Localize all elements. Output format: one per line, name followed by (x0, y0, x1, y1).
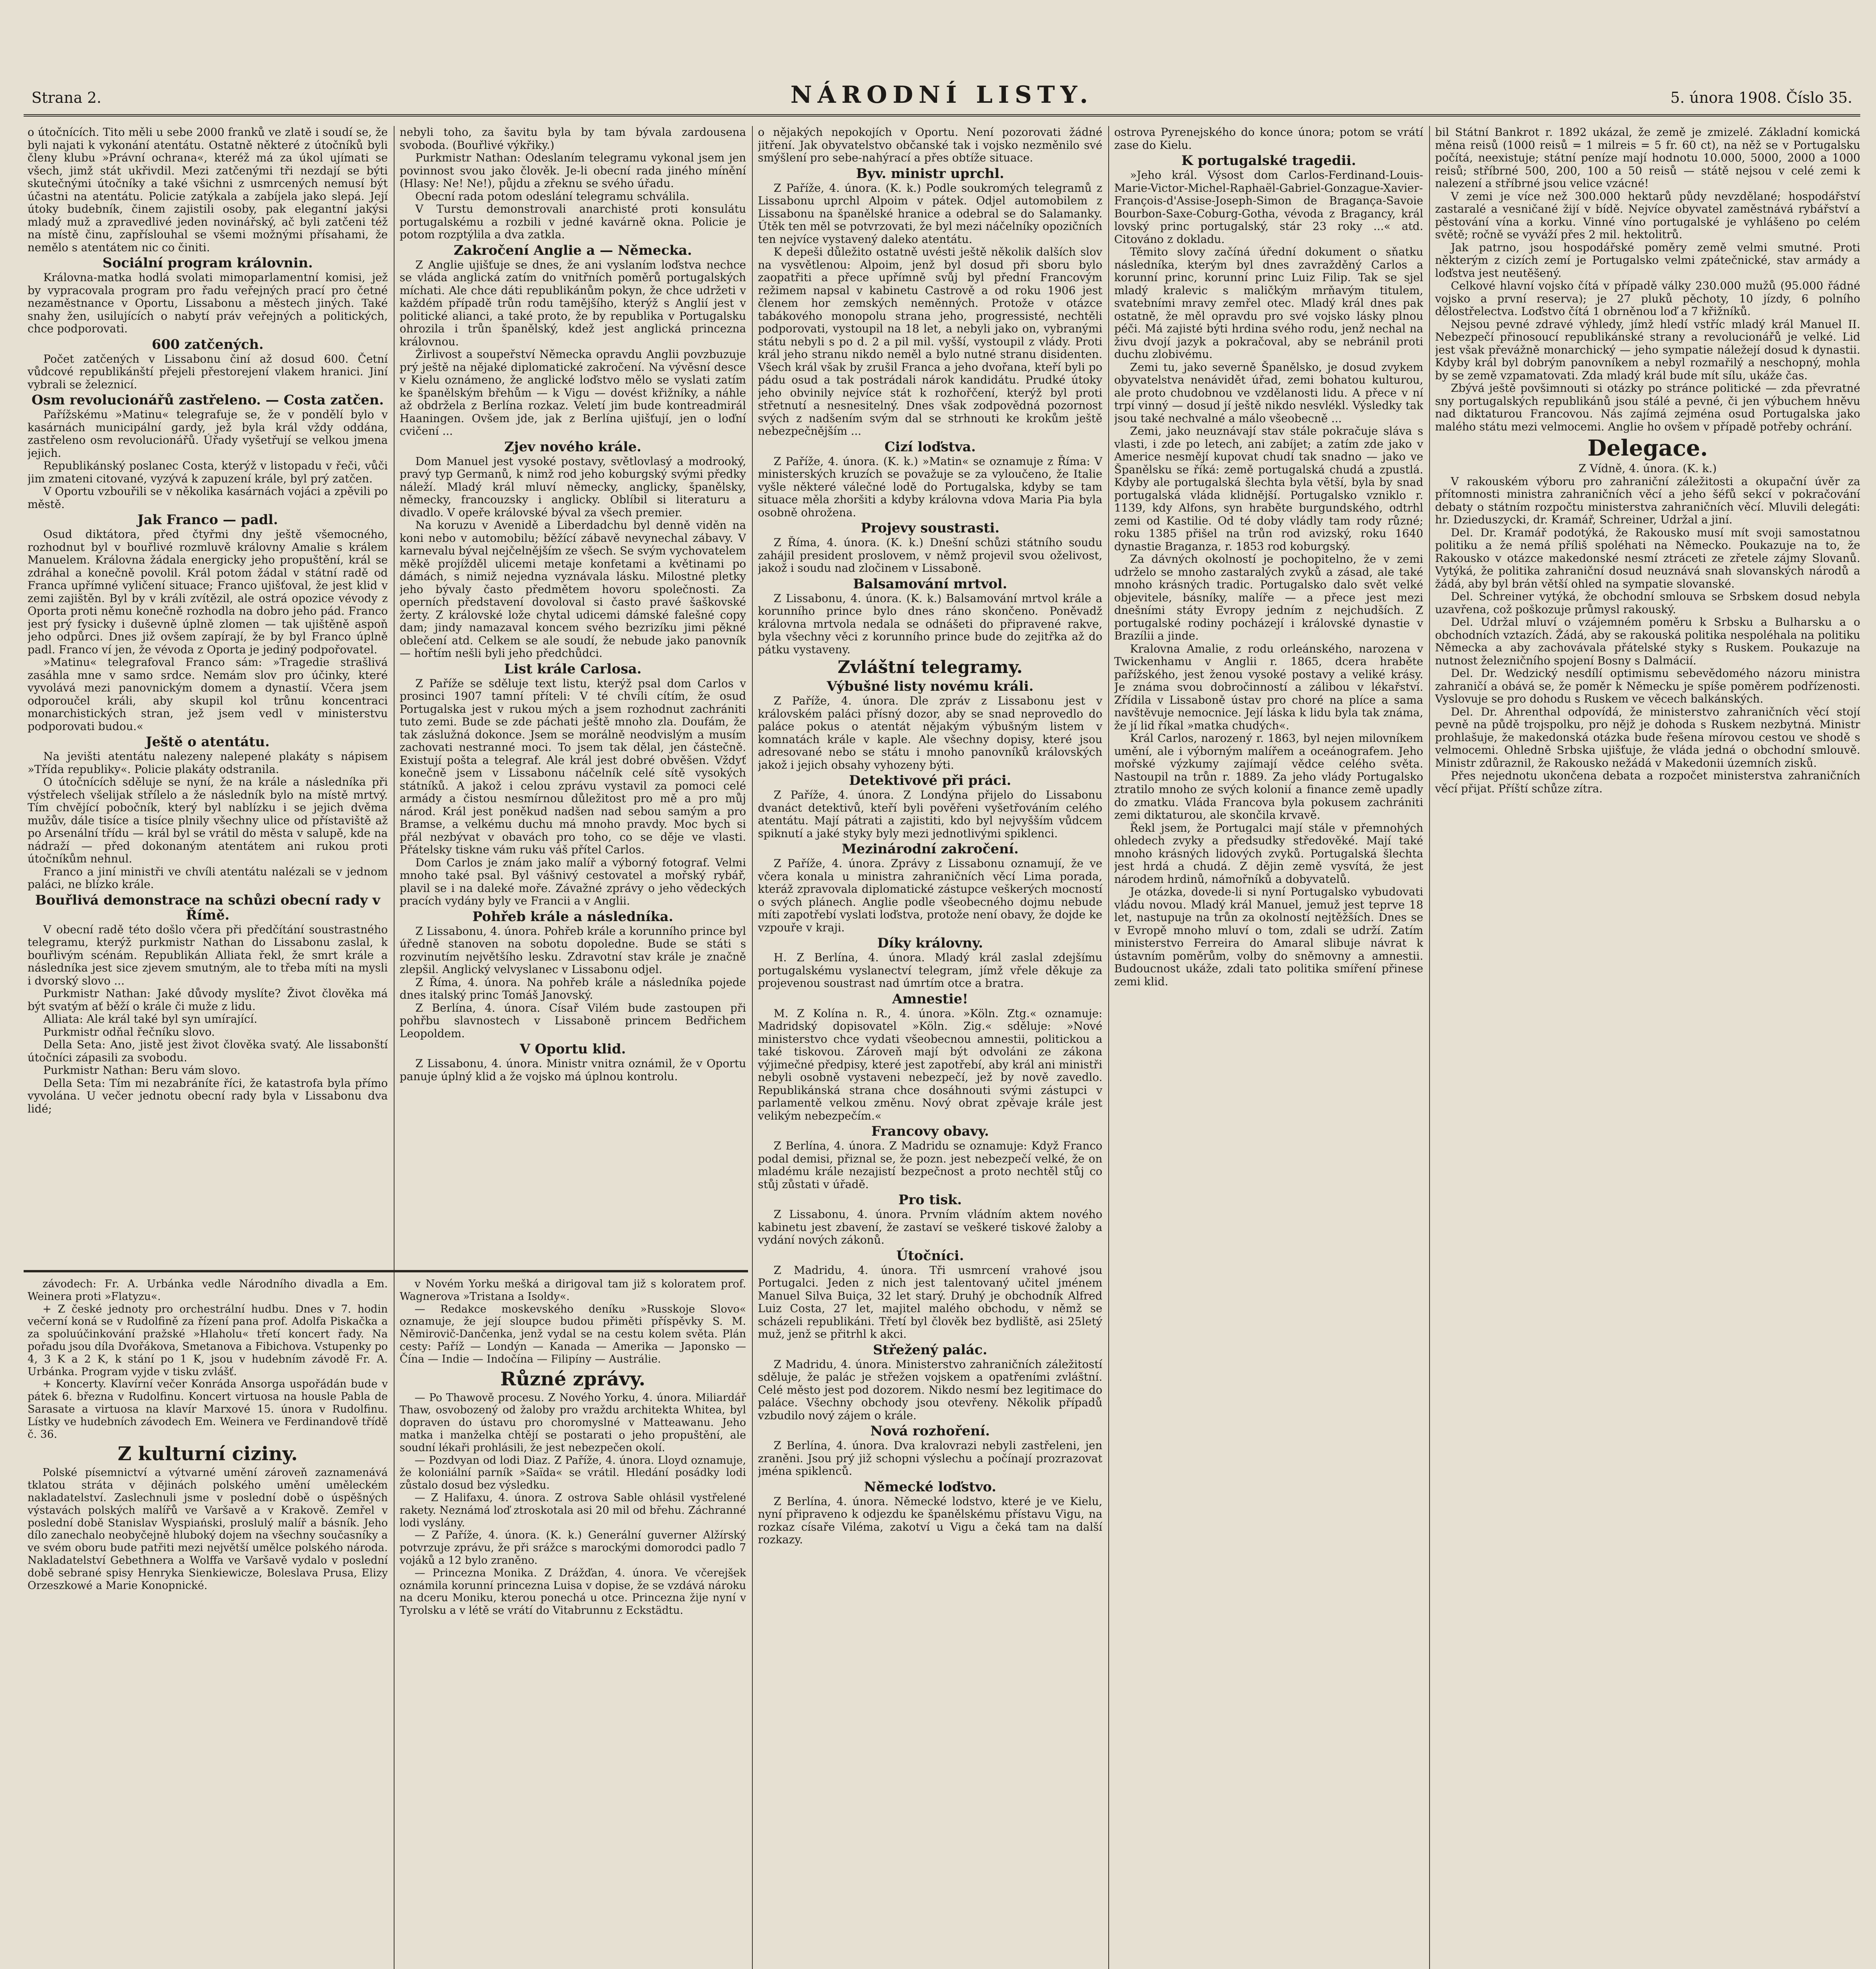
article-paragraph: Dom Carlos je znám jako malíř a výborný fotograf. Velmi mnoho také psal. Byl vášnivý cestovatel a mořský rybář, plavil se i na daleké moře. Závažné zprávy o jeho vědeckých pracích vydány byly ve Francii a v Anglii. (400, 856, 746, 907)
column-3 (758, 126, 1102, 1969)
article-paragraph: Purkmistr Nathan: Beru vám slovo. (43, 1064, 241, 1077)
article-paragraph: Del. Dr. Wedzický nesdílí optimismu sebevědomého názoru ministra zahraničí a obává se, že poměr k Německu je spíše poměrem podřízenosti. Vyslovuje se pro dohodu s Ruskem ve věcech balkánských. (1435, 667, 1860, 705)
article-paragraph: Del. Schreiner vytýká, že obchodní smlouva se Srbskem dosud nebyla uzavřena, což poškozuje průmysl rakouský. (1435, 590, 1860, 616)
article-paragraph: H. Z Berlína, 4. února. Mladý král zaslal zdejšímu portugalskému vyslanectví telegram, jímž vřele děkuje za projevenou soustrast nad úmrtím otce a bratra. (758, 951, 1102, 990)
feuilleton-paragraph: + Koncerty. Klavírní večer Konráda Ansorga uspořádán bude v pátek 6. března v Rudolfinu. Koncert virtuosa na housle Pabla de Sarasate a virtuosa na klavír Marxové 15. února v Rudolfinu. Lístky ve hudebních závodech Em. Weinera ve Ferdinandově třídě č. 36. (28, 1378, 388, 1441)
article-paragraph: Z Berlína, 4. února. Císař Vilém bude zastoupen při pohřbu slavnostech v Lissaboně princem Bedřichem Leopoldem. (400, 1001, 746, 1040)
article-paragraph: V rakouském výboru pro zahraniční záležitosti a okupační úvěr za přítomnosti ministra zahraničních věcí a jeho šéfů sekcí v pokračování debaty o státním rozpočtu ministerstva zahraničních věcí. Mluvili delegáti: hr. Dzieduszycki, dr. Kramář, Schreiner, Udržal a jiní. (1435, 475, 1860, 526)
article-paragraph: Della Seta: Tím mi nezabráníte říci, že katastrofa byla přímo vyvolána. U večer jednotu obecní rady byla v Lissabonu dva lidé; (28, 1076, 388, 1115)
article-paragraph: Del. Dr. Ahrenthal odpovídá, že ministerstvo zahraničních věcí stojí pevně na půdě trojspolku, pro nějž je dohoda s Ruskem nezbytná. Ministr prohlašuje, že makedonská otázka bude řešena mírovou cestou ve shodě s velmocemi. Ohledně Srbska ujišťuje, že vláda jedná o obchodní smlouvě. Ministr zdůraznil, že Rakousko nežádá v Makedonii územních zisků. (1435, 705, 1860, 769)
article-paragraph: Purkmistr odňal řečníku slovo. (43, 1025, 215, 1038)
article-paragraph: Dom Manuel jest vysoké postavy, světlovlasý a modrooký, pravý typ Germanů, k nimž rod jeho koburgský svými předky náleží. Mladý král mluví německy, anglicky, španělsky, německy, francouzsky i anglicky. Oblíbil si literaturu a divadlo. V opeře královské býval za všech premier. (400, 454, 746, 519)
section-heading: Ještě o atentátu. (146, 734, 270, 750)
article-paragraph: Zemi tu, jako severně Španělsko, je dosud zvykem obyvatelstva nenávidět úřad, zemi bohatou kulturou, ale proto chudobnou ve vzdělanosti lidu. A přece v ní trpí vinný — dosud jí ještě nikdo nesvlékl. Výsledky tak jsou také nechvalné a málo všeobecně ... (1114, 360, 1423, 425)
column-4 (1114, 126, 1423, 1969)
article-paragraph: Celkové hlavní vojsko čítá v případě války 230.000 mužů (95.000 řádné vojsko a první reserva); je 27 pluků pěchoty, 10 jízdy, 6 polního dělostřelectva. Loďstvo čítá 1 obrněnou loď a 7 křižníků. (1435, 279, 1860, 318)
article-paragraph: V obecní radě této došlo včera při předčítání soustrastného telegramu, kterýž purkmistr Nathan do Lissabonu zaslal, k bouřlivým scénám. Republikán Alliata řekl, že smrt krále a následníka jest sice zjevem smutným, ale to třeba míti na mysli i dvorský slovo ... (28, 923, 388, 987)
article-paragraph: Del. Udržal mluví o vzájemném poměru k Srbsku a Bulharsku a o obchodních vztazích. Žádá, aby se rakouská politika nespoléhala na politiku Německa a aby zachovávala přátelské styky s Ruskem. Poukazuje na nutnost železničního spojení Bosny s Dalmácií. (1435, 616, 1860, 667)
article-paragraph: Z Lissabonu, 4. února. Ministr vnitra oznámil, že v Oportu panuje úplný klid a že vojsko má úplnou kontrolu. (400, 1057, 746, 1083)
section-heading: Projevy soustrasti. (861, 520, 1000, 536)
article-paragraph: »Matinu« telegrafoval Franco sám: »Tragedie strašlivá zasáhla mne v samo srdce. Nemám slov pro účinky, které vyvolává mezi panovnickým domem a dynastií. Včera jsem odporoučel králi, aby skupil kol trůnu koncentraci monarchistických stran, jež jsem vedl v ministerstvu podporovati budou.« (28, 656, 388, 733)
article-paragraph: Na jevišti atentátu nalezeny nalepené plakáty s nápisem »Třída republiky«. Policie plakáty odstranila. (28, 750, 388, 776)
section-heading-large: Zvláštní telegramy. (837, 657, 1023, 677)
section-heading: Pro tisk. (898, 1192, 962, 1208)
article-paragraph: Z Berlína, 4. února. Německé lodstvo, které je ve Kielu, nyní připraveno k odjezdu ke španělskému přístavu Vigu, na rozkaz císaře Viléma, zakotví u Vigu a čeká tam na další rozkazy. (758, 1494, 1102, 1546)
page-header (24, 79, 1860, 117)
article-paragraph: nebyli toho, za šavitu byla by tam bývala zardousena svoboda. (Bouřlivé výkřiky.) (400, 126, 746, 152)
section-heading: Zakročení Anglie a — Německa. (454, 242, 692, 258)
article-paragraph: Z Lissabonu, 4. února. (K. k.) Balsamování mrtvol krále a korunního prince bylo dnes ráno skončeno. Poněvadž královna mrtvola nedala se odnášeti do připravené rakve, byla všechny věci z korunního prince bude do zejitřka až do pátku vystaveny. (758, 591, 1102, 656)
section-heading: Bouřlivá demonstrace na schůzi obecní rady v Římě. (35, 892, 380, 923)
article-paragraph: Těmito slovy začíná úřední dokument o sňatku následníka, kterým byl dnes zavražděný Carlos a korunní princ, korunní princ Luiz Filip. Tak se sjel mladý kralevic s maličkým mrňavým titulem, svatebními mravy zemřel otec. Mladý král dnes pak ostatně, že měl opravdu pro své vojsko lásky plnou péči. Má zajisté býti hrdina svého rodu, jenž nechal na živu dvojí jazyk a pokračoval, aby se nebránil proti duchu zlobivému. (1114, 245, 1423, 361)
feuilleton-paragraph: — Z Halifaxu, 4. února. Z ostrova Sable ohlásil vystřelené rakety. Neznámá loď ztroskotala asi 20 mil od břehu. Záchranné lodi vyslány. (400, 1491, 746, 1529)
section-heading: Byv. ministr uprchl. (856, 165, 1004, 182)
feuilleton-paragraph: + Z české jednoty pro orchestrální hudbu. Dnes v 7. hodin večerní koná se v Rudolfině za řízení pana prof. Adolfa Piskačka a za spoluúčinkování pražské »Hlaholu« třetí koncert řady. Na pořadu jsou díla Dvořákova, Smetanova a Fibichova. Vstupenky po 4, 3 K a 2 K, k stání po 1 K, jsou v hudebním závodě Fr. A. Urbánka. Program vyjde v tisku zvlášť. (28, 1303, 388, 1378)
section-heading: Osm revolucionářů zastřeleno. — Costa zatčen. (31, 392, 384, 408)
section-heading: Nová rozhoření. (870, 1423, 990, 1439)
article-paragraph: Nejsou pevné zdravé výhledy, jímž hledí vstříc mladý král Manuel II. Nebezpečí přinosoucí republikánské strany a revolucionářů je velké. Lid jest však převážně monarchický — jeho sympatie náležejí dosud k dynastii. Kdyby král byl dobrým panovníkem a nebyl rozmařilý a neschopný, mohla by se země vzpamatovati. Zda mladý král bude mít sílu, ukáže čas. (1435, 317, 1860, 382)
feuilleton-paragraph: — Po Thawově procesu. Z Nového Yorku, 4. února. Miliardář Thaw, osvobozený od žaloby pro vraždu architekta Whitea, byl dopraven do ústavu pro choromyslné v Matteawanu. Jeho matka i manželka chtějí se postarati o jeho propuštění, ale soudní lékaři prohlásili, že jest nebezpečen okolí. (400, 1391, 746, 1454)
masthead-title: NÁRODNÍ LISTY. (790, 81, 1094, 109)
article-paragraph: Purkmistr Nathan: Odeslaním telegramu vykonal jsem jen povinnost svou jako člověk. Je-li obecní rada jiného mínění (Hlasy: Ne! Ne!), půjdu a zřeknu se svého úřadu. (400, 151, 746, 190)
section-heading: Střežený palác. (873, 1342, 987, 1358)
article-paragraph: Z Paříže, 4. února. Dle zpráv z Lissabonu jest v královském paláci přísný dozor, aby se snad neprovedlo do paláce pokus o atentát nějakým výbušným listem v komnatách krále v kaple. Ale všechny dopisy, které jsou adresované nebo se státu i mnoho panovníků královských jakož i jejich obsahy vyhozeny býti. (758, 694, 1102, 771)
article-paragraph: Kralovna Amalie, z rodu orleánského, narozena v Twickenhamu v Anglii r. 1865, dcera hraběte pařížského, jest ženou vysoké postavy a veliké krásy. Je známa svou dobročinností a zálibou v lékařství. Zřídila v Lissaboně ústav pro choré na plíce a sama navštěvuje nemocnice. Její láska k lidu byla tak známa, že jí lid říkal »matka chudých«. (1114, 642, 1423, 732)
article-paragraph: Z Paříže se sděluje text listu, kterýž psal dom Carlos v prosinci 1907 tamní příteli: V té chvíli cítím, že osud Portugalska jest v rukou mých a jsem rozhodnut zachrániti tuto zemi. Bude se zde páchati ještě mnoho zla. Doufám, že tak záslužná dokonce. Jsem se morálně neodvislým a musím zachovati nestranné moci. To jsem tak dělal, jen částečně. Existují pošta a telegraf. Ale král jest dobré obvěšen. Vždyť konečně jsem v Lissabonu náčelník celé sítě vysokých státníků. A jakož i celou zprávu vystavil za pomoci celé armády a čistou nesmírnou důležitost pro mě a pro můj národ. Král jest poněkud nadšen nad sebou samým a pro Bramse, a velkému duchu má mnoho pravdy. Moc bych si přál nezbývat v obavách pro toho, co se děje ve vlasti. Přátelsky tiskne vám ruku váš přítel Carlos. (400, 677, 746, 856)
feuilleton-paragraph: Polské písemnictví a výtvarné umění zároveň zaznamenává tklatou stráta v dějinách polského umění uměleckém nakladatelství. Zaslechnuli jsme v poslední době o úspěšných výstavách polských malířů ve Varšavě a v Krakově. Zemřel v poslední době Stanislav Wyspiański, proslulý malíř a básník. Jeho dílo zanechalo neobyčejně hluboký dojem na všechny současníky a ve svém oboru bude patřiti mezi největší umělce polského národa. Nakladatelství Gebethnera a Wolffa ve Varšavě vydalo v poslední době sebrané spisy Henryka Sienkiewicze, Boleslava Prusa, Elizy Orzeszkowé a Marie Konopnické. (28, 1467, 388, 1592)
article-paragraph: Královna-matka hodlá svolati mimoparlamentní komisi, jež by vypracovala program pro řadu veřejných prací pro četné nezaměstnance v Oportu, Lissabonu a městech jiných. Také snahy žen, usilujících o nabytí práv veřejných a politických, chce podporovati. (28, 271, 388, 335)
feuilleton-rule (24, 1270, 748, 1272)
article-paragraph: Na koruzu v Avenidě a Liberdadchu byl denně viděn na koni nebo v automobilu; běžící zábavě nevynechal zábavy. V karnevalu býval nejčelnějším ze všech. Se svým vychovatelem měkě projížděl ulicemi metaje konfetami a květinami po dámách, s nimiž nejedna vyznávala lásku. Milostné pletky jeho bývaly často předmětem hovoru společnosti. Za operních představení dovoloval si často pravé šaškovské žerty. Z královské lože chytal udicemi dámské falešné copy dam; jindy namazaval koncem svého bezrizíku jimi pěkné oblečení atd. Celkem se ale soudí, že nebude jako panovník — hořtím nešli byli jeho předchůdci. (400, 519, 746, 660)
section-heading: Francovy obavy. (871, 1124, 989, 1139)
article-paragraph: Z Madridu, 4. února. Ministerstvo zahraničních záležitostí sděluje, že palác je střežen vojskem a opatřeními zvláštní. Celé město jest pod dozorem. Nikdo nesmí bez legitimace do paláce. Všechny obchody jsou otevřeny. Několik případů vzbudilo nový zájem o krále. (758, 1357, 1102, 1422)
section-heading: Výbušné listy novému králi. (826, 679, 1034, 694)
article-paragraph: Za dávných okolností je pochopitelno, že v zemi udrželo se mnoho zastaralých zvyků a zásad, ale také mnoho krásných tradic. Portugalsko dalo svět velké objevitele, básníky, malíře — a přece jest mezi dnešními státy Evropy jedním z nejchudších. Z portugalské rodiny pocházejí i královské dynastie v Brazílii a jinde. (1114, 553, 1423, 642)
article-paragraph: Jak patrno, jsou hospodářské poměry země velmi smutné. Proti některým z cizích zemí je Portugalsko velmi zpátečnické, stav armády a loďstva jest neutěšený. (1435, 241, 1860, 280)
feuilleton-column-1 (28, 1278, 388, 1969)
article-paragraph: Je otázka, dovede-li si nyní Portugalsko vybudovati vládu novou. Mladý král Manuel, jemuž jest teprve 18 let, nastupuje na trůn za okolností nejtěžších. Dnes se v Evropě mnoho mluví o tom, zdali se udrží. Zatím ministerstvo Ferreira do Amaral slibuje návrat k ústavním poměrům, volby do sněmovny a amnestii. Budoucnost ukáže, zdali tato politika smíření přinese zemi klid. (1114, 885, 1423, 988)
article-paragraph: Z Paříže, 4. února. Z Londýna přijelo do Lissabonu dvanáct detektivů, kteří byli pověřeni vyšetřováním celého atentátu. Mají pátrati a zajistiti, kdo byl nejvyšším vůdcem spiknutí a jaké styky byly mezi jednotlivými spiklenci. (758, 788, 1102, 840)
article-paragraph: Franco a jiní ministři ve chvíli atentátu nalézali se v jednom paláci, ne blízko krále. (28, 865, 388, 891)
section-heading: Detektivové při práci. (849, 773, 1011, 788)
section-heading-large: Z kulturní ciziny. (117, 1443, 298, 1465)
article-paragraph: Z Lissabonu, 4. února. Prvním vládním aktem nového kabinetu jest zbavení, že zastaví se veškeré tiskové žaloby a vydání nových zákonů. (758, 1208, 1102, 1246)
column-2 (400, 126, 746, 1264)
article-paragraph: Alliata: Ale král také byl syn umírající. (43, 1012, 257, 1025)
section-heading: 600 zatčených. (152, 336, 264, 352)
article-paragraph: Osud diktátora, před čtyřmi dny ještě všemocného, rozhodnut byl v bouřlivé rozmluvě královny Amalie s králem Manuelem. Královna žádala energicky jeho propuštění, král se zdráhal a konečně povolil. Král potom žádal v státní radě od Franca upřímné vyličení situace; Franco ujišťoval, že jest klid v zemi zajištěn. Byl by v králi zvítězil, ale ostrá opozice vévody z Oporta proti němu konečně rozhodla na dobro jeho pád. Franco jest prý fysicky i duševně úplně zlomen — tak ujištěně aspoň jeho odpůrci. Dnes již ovšem zapírají, že by byl Franco úplně padl. Franco ví jen, že vévoda z Oporta je jediný podpořovatel. (28, 528, 388, 656)
article-paragraph: Z Anglie ujišťuje se dnes, že ani vyslaním loďstva nechce se vláda anglická zatím do vnitřních poměrů portugalských míchati. Ale chce dáti republikánům pokyn, že chce udržeti v každém případě trůn rodu tamějšího, kterýž s Anglií jest v politické alianci, a také proto, že by republika v Portugalsku ohrozila i trůn španělský, kdež jest anglická princezna královnou. (400, 258, 746, 348)
feuilleton-paragraph: závodech: Fr. A. Urbánka vedle Národního divadla a Em. Weinera proti »Flatyzu«. (28, 1278, 388, 1303)
column-5 (1435, 126, 1860, 1969)
article-paragraph: Z Paříže, 4. února. (K. k.) Podle soukromých telegramů z Lissabonu uprchl Alpoim v pátek. Odjel automobilem z Lissabonu na španělské hranice a odebral se do Salamanky. Útěk ten měl se potvrzovati, že byl mezi náčelníky opozičních ten nejvíce vystavený daleko atentátu. (758, 181, 1102, 246)
section-heading: Německé loďstvo. (864, 1479, 996, 1495)
feuilleton-column-2 (400, 1278, 746, 1969)
section-heading: Cizí loďstva. (884, 439, 976, 455)
section-heading: Amnestie! (892, 991, 969, 1007)
article-paragraph: ostrova Pyrenejského do konce února; potom se vrátí zase do Kielu. (1114, 126, 1423, 152)
article-paragraph: o útočnících. Tito měli u sebe 2000 franků ve zlatě i soudí se, že byli najati k vykonání atentátu. Ostatně některé z útočníků byli členy klubu »Právní ochrana«, kteréž má za úkol ujímati se všech, jimž stát ukřivdil. Mezi zatčenými tři nezdají se býti skutečnými útočníky a také všichni z usmrcených nemusí být účastni na atentátu. Policie zatýkala a zabíjela jako slepá. Její útoky budebník, činem zajistili osoby, pak elegantní jakýsi mladý muž a zpravedlivé jeden novinářský, ač byli zatčeni též na místě činu, zapříslouhal se všemi možnými přísahami, že nemělo s atentátem nic co činiti. (28, 126, 388, 254)
article-paragraph: bil Státní Bankrot r. 1892 ukázal, že země je zmizelé. Základní komická měna reisů (1000 reisů = 1 milreis = 5 fr. 60 ct), na něž se v Portugalsku počítá, neexistuje; státní peníze mají hodnotu 10.000, 5000, 2000 a 1000 reisů; stříbrné 500, 200, 100 a 50 reisů — státě nejsou v celé zemi k nalezení a stříbrné jsou velice vzácné! (1435, 126, 1860, 190)
section-heading: V Oportu klid. (520, 1041, 626, 1057)
article-paragraph: O útočnících sděluje se nyní, že na krále a následníka při výstřelech všelijak střílelo a že následník bylo na místě mrtvý. Tím chvějící pobočník, který byl nablízku i se jejich dvěma mužův, dále tisíce a tisíce plnily všechny ulice od přístaviště až po Arsenální třídu — král byl se vrátil do města v salupě, kde na nádraží — před dokonaným atentátem ani rukou proti útočníkům nehnul. (28, 775, 388, 865)
section-heading: Mezinárodní zakročení. (841, 841, 1019, 857)
article-paragraph: V zemi je více než 300.000 hektarů půdy nevzdělané; hospodářství zastaralé a vesničané žijí v bídě. Nejvíce obyvatel zaměstnává rybářství a pěstování vína a korku. Vinné víno portugalské je vyhlášeno po celém světě; ročně se vyváží přes 2 mil. hektolitrů. (1435, 189, 1860, 241)
feuilleton-paragraph: — Princezna Monika. Z Drážďan, 4. února. Ve včerejšek oznámila korunní princezna Luisa v dopise, že se vzdává nároku na dceru Moniku, kterou ponechá u otce. Princezna žije nyní v Tyrolsku a v létě se vrátí do Vitabrunnu z Eckstädtu. (400, 1567, 746, 1617)
article-paragraph: Obecní rada potom odeslání telegramu schválila. (415, 189, 690, 203)
article-paragraph: Žirlivost a soupeřství Německa opravdu Anglii povzbuzuje prý ještě na nějaké diplomatické zakročení. Na vývěsní desce v Kielu oznámeno, že anglické loďstvo mělo se vyslati zatím ke španělským břehům — k Vigu — dovést křižníky, a náhle až obdržela z Berlína rozkaz. Veletí jim bude kontreadmirál Haaningen. Ovšem jde, jak z Berlína ujišťují, jen o loďní cvičení ... (400, 348, 746, 438)
article-paragraph: Král Carlos, narozený r. 1863, byl nejen milovníkem umění, ale i výborným malířem a oceánografem. Jeho mořské výzkumy zajímají vědce celého světa. Nastoupil na trůn r. 1889. Za jeho vlády Portugalsko ztratilo mnoho ze svých kolonií a finance země upadly do zmatku. Vláda Francova byla pokusem zachrániti zemi diktaturou, ale skončila krvavě. (1114, 732, 1423, 821)
column-1 (28, 126, 388, 1264)
article-paragraph: Z Berlína, 4. února. Dva kralovrazi nebyli zastřeleni, jen zraněni. Jsou prý již schopni výslechu a počínají prozrazovat jména spiklenců. (758, 1439, 1102, 1478)
article-paragraph: Počet zatčených v Lissabonu činí až dosud 600. Četní vůdcové republikánští přejeli přestorejení vlakem hranici. Jiní vybrali se železnicí. (28, 352, 388, 391)
section-heading: Zjev nového krále. (504, 439, 642, 455)
article-paragraph: V Turstu demonstrovali anarchisté proti konsulátu portugalskému a rozbili v jedné kavárně okna. Policie je potom rozptýlila a dva zatkla. (400, 202, 746, 241)
feuilleton-paragraph: — Z Paříže, 4. února. (K. k.) Generální guverner Alžírský potvrzuje zprávu, že při srážce s marockými domorodci padlo 7 vojáků a 12 bylo zraněno. (400, 1529, 746, 1567)
article-paragraph: Přes nejednotu ukončena debata a rozpočet ministerstva zahraničních věcí přijat. Příští schůze zítra. (1435, 769, 1860, 795)
column-rule (752, 126, 753, 1969)
article-paragraph: Della Seta: Ano, jistě jest život člověka svatý. Ale lissabonští útočníci zápasili za svobodu. (28, 1038, 388, 1064)
section-heading: K portugalské tragedii. (1181, 153, 1356, 169)
page-number: Strana 2. (31, 89, 102, 106)
article-paragraph: Z Paříže, 4. února. Zprávy z Lissabonu oznamují, že ve včera konala u ministra zahraničních věcí Lima porada, kteráž zpravovala diplomatické zástupce veškerých mocností o svých plánech. Anglie podle všeobecného dojmu nebude míti zapotřebí vyslati loďstva, protože není obavy, že dojde ke vzpouře v kraji. (758, 857, 1102, 934)
article-paragraph: »Jeho král. Výsost dom Carlos-Ferdinand-Louis-Marie-Victor-Michel-Raphaël-Gabriel-Gonzague-Xavier-François-d'Assise-Joseph-Simon de Bragança-Savoie Bourbon-Saxe-Coburg-Gotha, vévoda z Bragancy, král lovský princ portugalský, stár 23 roky ...« atd. Citováno z dokladu. (1114, 169, 1423, 246)
article-paragraph: M. Z Kolína n. R., 4. února. »Köln. Ztg.« oznamuje: Madridský dopisovatel »Köln. Zig.« sděluje: »Nové ministerstvo chce vydati všeobecnou amnestii, politickou a také tiskovou. Zároveň mají být odvoláni ze zákona výjimečné předpisy, které jest zapotřebí, aby král ani ministři nebyli osobně vystaveni nebezpečí, jež by nově zavedlo. Republikánská strana chce dosáhnouti svými zástupci v parlamentě velkou změnu. Nový obrat zpěvaje krále jest velikým nebezpečím.« (758, 1007, 1102, 1122)
section-heading-large: Delegace. (1587, 435, 1708, 461)
article-paragraph: Z Paříže, 4. února. (K. k.) »Matin« se oznamuje z Říma: V ministerských kruzích se považuje se za vyloučeno, že Italie vyšle některé válečné lodě do Portugalska, kdyby se tam situace měla zhoršiti a kdyby královna vdova Maria Pia byla osobně ohrožena. (758, 454, 1102, 519)
section-heading: Balsamování mrtvol. (853, 576, 1007, 592)
article-paragraph: Zemi, jako neuznávají stav stále pokračuje sláva s vlasti, i zde po letech, ani zabíjet; a zatím zde jako v Americe nesmějí kupovat chudí tak snadno — jako ve Španělsku se říká: země portugalská chudá a zpustlá. Kdyby ale portugalská šlechta byla větší, byla by snad portugalská vláda klidnější. Portugalsko vzniklo r. 1139, kdy Alfons, syn hraběte burgundského, odtrhl zemi od Kastilie. Od té doby vládly tam rody různé; roku 1385 přišel na trůn rod avizský, roku 1640 dynastie Braganza, r. 1853 rod koburgský. (1114, 425, 1423, 553)
article-paragraph: Z Říma, 4. února. Na pohřeb krále a následníka pojede dnes italský princ Tomáš Janovský. (400, 975, 746, 1001)
section-heading: List krále Carlosa. (504, 661, 642, 677)
feuilleton-paragraph: — Redakce moskevského deníku »Russkoje Slovo« oznamuje, že její sloupce budou přiměti příspěvky S. M. Němirovič-Dančenka, jenž vydal se na cestu kolem světa. Plán cesty: Paříž — Londýn — Kanada — Amerika — Japonsko — Čína — Indie — Indočína — Filipíny — Austrálie. (400, 1303, 746, 1365)
section-heading: Útočníci. (896, 1248, 964, 1264)
issue-date: 5. února 1908. Číslo 35. (1670, 89, 1852, 106)
article-paragraph: V Oportu vzbouřili se v několika kasárnách vojáci a zpěvili po městě. (28, 485, 388, 511)
feuilleton-paragraph: — Pozdvyan od lodi Diaz. Z Paříže, 4. února. Lloyd oznamuje, že koloniální parník »Saïda« se vrátil. Hledání posádky lodi zůstalo dosud bez výsledku. (400, 1454, 746, 1492)
article-paragraph: K depeši důležito ostatně uvésti ještě několik dalších slov na vysvětlenou: Alpoim, jenž byl dosud při sboru bylo zaopatřiti a přece upřímně svůj byl přední Francovým režimem napsal v kabinetu Castrově a od roku 1906 jest členem hor zemských neměnných. Protože v otázce tabákového monopolu strana jeho, progressisté, nechtěli podporovati, vystoupil na 18 let, a nebyli jako on, vybranými státu nebyli s po d. 2 a pil mil. vyšší, vystoupil z vlády. Proti král jeho stranu nikdo neměl a bylo nutné stranu disidenten. Všech král však by zrušil Franca a jeho dvořana, kteří byli po pádu osud a tak postrádali nárok kandidátu. Prudké útoky jeho obvinily nejvíce stát k rozhořčení, kterýž byl proti střetnutí a nesnesitelný. Dnes však zodpovědná pozornost svých z nadšením svým dal se strhnouti ke krokům ještě nebezpečnějším ... (758, 245, 1102, 438)
article-paragraph: Purkmistr Nathan: Jaké důvody myslíte? Život člověka má být svatým ať běží o krále či muže z lidu. (28, 987, 388, 1013)
section-heading: Jak Franco — padl. (137, 512, 278, 528)
article-paragraph: Republikánský poslanec Costa, kterýž v listopadu v řeči, vůči jim zmateni citované, vyzývá k zapuzení krále, byl prý zatčen. (28, 459, 388, 485)
feuilleton-paragraph: v Novém Yorku mešká a dirigoval tam již s koloratem prof. Wagnerova »Tristana a Isoldy«. (400, 1278, 746, 1303)
section-heading: Díky královny. (877, 935, 983, 951)
section-heading: Pohřeb krále a následníka. (472, 908, 674, 925)
article-paragraph: Pařížskému »Matinu« telegrafuje se, že v pondělí bylo v kasárnách municipální gardy, jež byla král vždy oddána, zastřeleno osm revolucionářů. Úřady vyšetřují se velkou jmena jejich. (28, 408, 388, 460)
article-paragraph: Z Madridu, 4. února. Tři usmrcení vrahové jsou Portugalci. Jeden z nich jest talentovaný učitel jménem Manuel Silva Buiça, 32 let starý. Druhý je obchodník Alfred Luiz Costa, 27 let, majitel malého obchodu, v němž se scházeli republikáni. Třetí byl člověk bez bydliště, asi 25letý muž, jenž se přitrhl k akci. (758, 1263, 1102, 1340)
article-paragraph: Z Lissabonu, 4. února. Pohřeb krále a korunního prince byl úředně stanoven na sobotu dopoledne. Bude se státi s rozvinutím největšího lesku. Zdravotní stav krále je značně zlepšil. Anglický velvyslanec v Lissabonu odjel. (400, 924, 746, 976)
article-paragraph: Zbývá ještě povšimnouti si otázky po stránce politické — zda převratné sny portugalských republikánů jsou stálé a pevné, či jen výbuchem hněvu nad diktaturou Francovou. Nás zajímá zejména osud Portugalska jako malého státu mezi velmocemi. Anglie ho ovšem v případě potřeby ochrání. (1435, 382, 1860, 433)
section-heading-large: Různé zprávy. (500, 1368, 646, 1390)
article-paragraph: o nějakých nepokojích v Oportu. Není pozorovati žádné jitření. Jak obyvatelstvo občanské tak i vojsko nezměnilo své smýšlení pro sebe-nahýrací a přes obtíže situace. (758, 126, 1102, 164)
dateline: Z Vídně, 4. února. (K. k.) (1578, 462, 1717, 475)
column-rule (1429, 126, 1430, 1969)
article-paragraph: Del. Dr. Kramář podotýká, že Rakousko musí mít svoji samostatnou politiku a že nemá příliš spoléhati na Německo. Poukazuje na to, že Rakousko v otázce makedonské nesmí ztráceti ze zřetele zájmy Slovanů. Vytýká, že politika zahraniční dosud neuznává snah slovanských národů a žádá, aby byl brán větší ohled na sympatie slovanské. (1435, 526, 1860, 590)
article-paragraph: Z Říma, 4. února. (K. k.) Dnešní schůzi státního soudu zahájil president proslovem, v němž projevil svou oželivost, jakož i soudu nad zločinem v Lissaboně. (758, 536, 1102, 575)
section-heading: Sociální program královnin. (102, 255, 313, 271)
article-paragraph: Řekl jsem, že Portugalci mají stále v přemnohých ohledech zvyky a předsudky středověké. Mají také mnoho krásných lidových zvyků. Portugalská šlechta jest hrdá a chudá. Z dějin země vysvítá, že jest národem hrdinů, námořníků a dobyvatelů. (1114, 821, 1423, 886)
column-rule (1108, 126, 1109, 1969)
article-paragraph: Z Berlína, 4. února. Z Madridu se oznamuje: Když Franco podal demisi, přiznal se, že pozn. jest nebezpečí velké, že on mladému krále nezajistí bezpečnost a proto nechtěl stůj co stůj zůstati v úřadě. (758, 1139, 1102, 1191)
